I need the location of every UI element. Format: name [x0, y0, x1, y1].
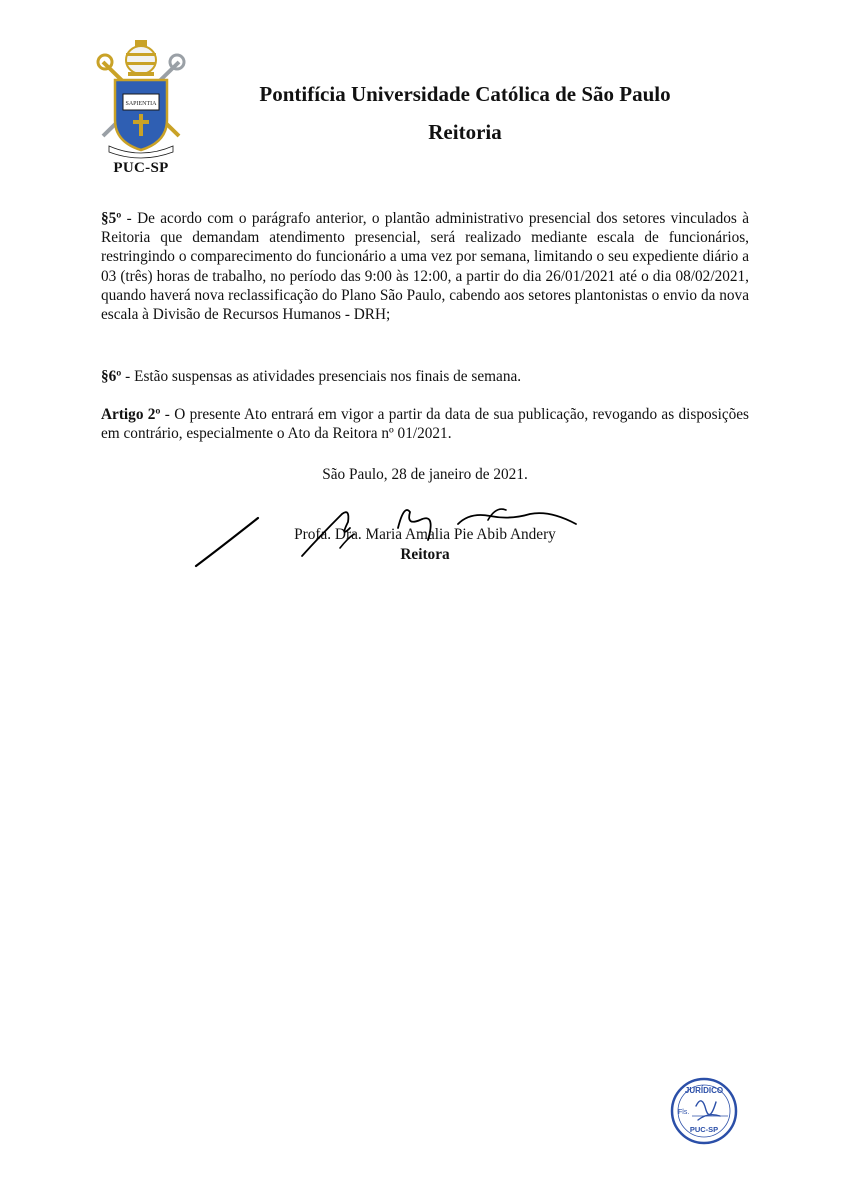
coat-of-arms-icon — [95, 38, 187, 160]
svg-text:JURÍDICO: JURÍDICO — [684, 1086, 724, 1095]
university-logo — [95, 38, 187, 180]
place-date: São Paulo, 28 de janeiro de 2021. — [322, 466, 528, 483]
article-2-text: - O presente Ato entrará em vigor a partir da data de sua publicação, revogando as disposições em contrário, especialmente o Ato da Reitora nº 01/2021. — [101, 406, 749, 443]
paragraph-6-text: - Estão suspensas as atividades presenciais nos finais de semana. — [121, 368, 522, 385]
paragraph-5-label: §5º — [101, 210, 122, 227]
department-name: Reitoria — [428, 120, 502, 144]
institution-name: Pontifícia Universidade Católica de São Paulo — [259, 82, 671, 106]
logo-label: PUC-SP — [113, 160, 169, 176]
signer-role: Reitora — [400, 546, 450, 563]
paragraph-5 — [101, 209, 749, 324]
article-2-label: Artigo 2º — [101, 406, 161, 423]
paragraph-6 — [101, 367, 749, 386]
paragraph-6-label: §6º — [101, 368, 122, 385]
svg-text:Fls.: Fls. — [678, 1109, 690, 1116]
handwritten-signature — [190, 498, 590, 578]
signer-name: Profa. Dra. Maria Amalia Pie Abib Andery — [294, 526, 556, 543]
paragraph-5-text: - De acordo com o parágrafo anterior, o plantão administrativo presencial dos setores vinculados à Reitoria que demandam atendimento presencial, será realizado mediante escala de funcionários, restringindo o comparecimento do funcionário a uma vez por semana, limitando o seu expediente diário a 03 (três) horas de trabalho, no período das 9:00 às 12:00, a partir do dia 26/01/2021 até o dia 08/02/2021, quando haverá nova reclassificação do Plano São Paulo, cabendo aos setores plantonistas o envio da nova escala à Divisão de Recursos Humanos - DRH; — [101, 210, 749, 324]
svg-text:SAPIENTIA: SAPIENTIA — [125, 101, 157, 107]
article-2 — [101, 405, 749, 443]
legal-department-stamp — [668, 1076, 740, 1146]
svg-text:PUC-SP: PUC-SP — [689, 1125, 719, 1134]
